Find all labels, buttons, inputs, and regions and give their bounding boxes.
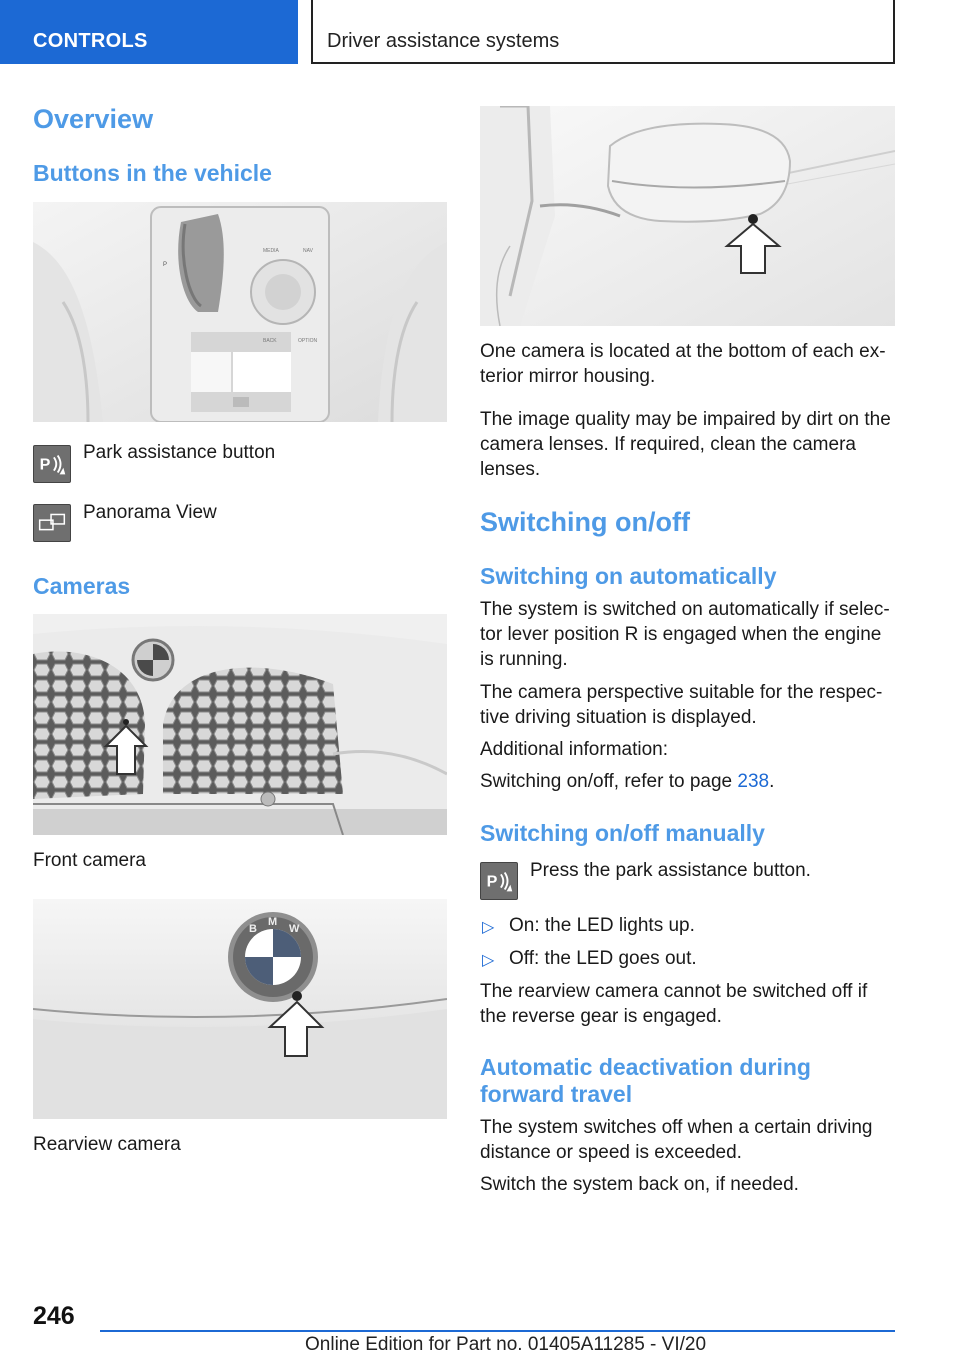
svg-text:NAV: NAV xyxy=(303,248,313,254)
svg-text:P: P xyxy=(39,455,51,474)
switching-heading: Switching on/off xyxy=(480,507,690,537)
svg-text:OPTION: OPTION xyxy=(298,338,318,344)
deactivation-heading-line-2: forward travel xyxy=(480,1081,633,1107)
chapter-title: Driver assistance systems xyxy=(311,0,895,64)
svg-text:W: W xyxy=(289,923,300,935)
page-number: 246 xyxy=(33,1302,75,1330)
svg-text:BACK: BACK xyxy=(263,338,277,344)
front-camera-caption: Front camera xyxy=(33,850,146,871)
overview-heading: Overview xyxy=(33,104,154,134)
center-console-image xyxy=(33,202,447,422)
refer-text xyxy=(480,769,774,795)
page-reference-link[interactable]: 238 xyxy=(737,771,770,792)
manual-heading: Switching on/off manually xyxy=(480,820,765,846)
mirror-text-line-2: terior mirror housing. xyxy=(480,366,656,387)
auto-text-line-2: tor lever position R is engaged when the engine xyxy=(480,624,882,645)
additional-info-label: Additional information: xyxy=(480,739,668,760)
svg-text:B: B xyxy=(249,923,257,935)
quality-text-line-2: camera lenses. If required, clean the camera xyxy=(480,434,856,455)
mirror-camera-image xyxy=(480,106,895,326)
bullet-triangle-icon: ▷ xyxy=(482,919,495,936)
panorama-view-label: Panorama View xyxy=(83,502,217,523)
cameras-heading: Cameras xyxy=(33,573,131,599)
panorama-view-icon xyxy=(33,504,71,542)
svg-text:M: M xyxy=(268,916,278,928)
auto-text-line-3: is running. xyxy=(480,649,568,670)
section-tab: CONTROLS xyxy=(0,0,298,64)
perspective-text-line-1: The camera perspective suitable for the respec- xyxy=(480,682,883,703)
refer-suffix: . xyxy=(769,771,775,792)
footer-divider xyxy=(100,1330,895,1332)
svg-text:P: P xyxy=(486,872,498,891)
edition-footer: Online Edition for Part no. 01405A11285 - VI/20 xyxy=(305,1334,707,1355)
quality-text-line-1: The image quality may be impaired by dirt on the xyxy=(480,409,891,430)
rearview-camera-image xyxy=(33,899,447,1119)
svg-text:P: P xyxy=(163,262,168,268)
rear-off-text-line-2: the reverse gear is engaged. xyxy=(480,1006,722,1027)
bullet-triangle-icon: ▷ xyxy=(482,952,495,969)
auto-heading: Switching on automatically xyxy=(480,563,777,589)
press-text: Press the park assistance button. xyxy=(530,860,811,881)
buttons-heading: Buttons in the vehicle xyxy=(33,160,272,186)
quality-text-line-3: lenses. xyxy=(480,459,541,480)
mirror-text-line-1: One camera is located at the bottom of each ex- xyxy=(480,341,886,362)
bullet-item: On: the LED lights up. xyxy=(509,915,695,936)
deactivation-text-line-1: The system switches off when a certain driving xyxy=(480,1117,873,1138)
bullet-item: Off: the LED goes out. xyxy=(509,948,697,969)
svg-text:MEDIA: MEDIA xyxy=(263,248,279,254)
refer-prefix: Switching on/off, refer to page xyxy=(480,771,738,792)
auto-text-line-1: The system is switched on automatically if selec- xyxy=(480,599,890,620)
park-assist-label: Park assistance button xyxy=(83,442,276,463)
deactivation-heading-line-1: Automatic deactivation during xyxy=(480,1054,811,1080)
front-camera-image xyxy=(33,614,447,835)
rear-off-text-line-1: The rearview camera cannot be switched off if xyxy=(480,981,868,1002)
perspective-text-line-2: tive driving situation is displayed. xyxy=(480,707,757,728)
deactivation-text-line-2: distance or speed is exceeded. xyxy=(480,1142,742,1163)
switch-back-text: Switch the system back on, if needed. xyxy=(480,1174,799,1195)
park-assist-icon-2 xyxy=(480,862,518,900)
rearview-camera-caption: Rearview camera xyxy=(33,1134,181,1155)
park-assist-icon xyxy=(33,445,71,483)
